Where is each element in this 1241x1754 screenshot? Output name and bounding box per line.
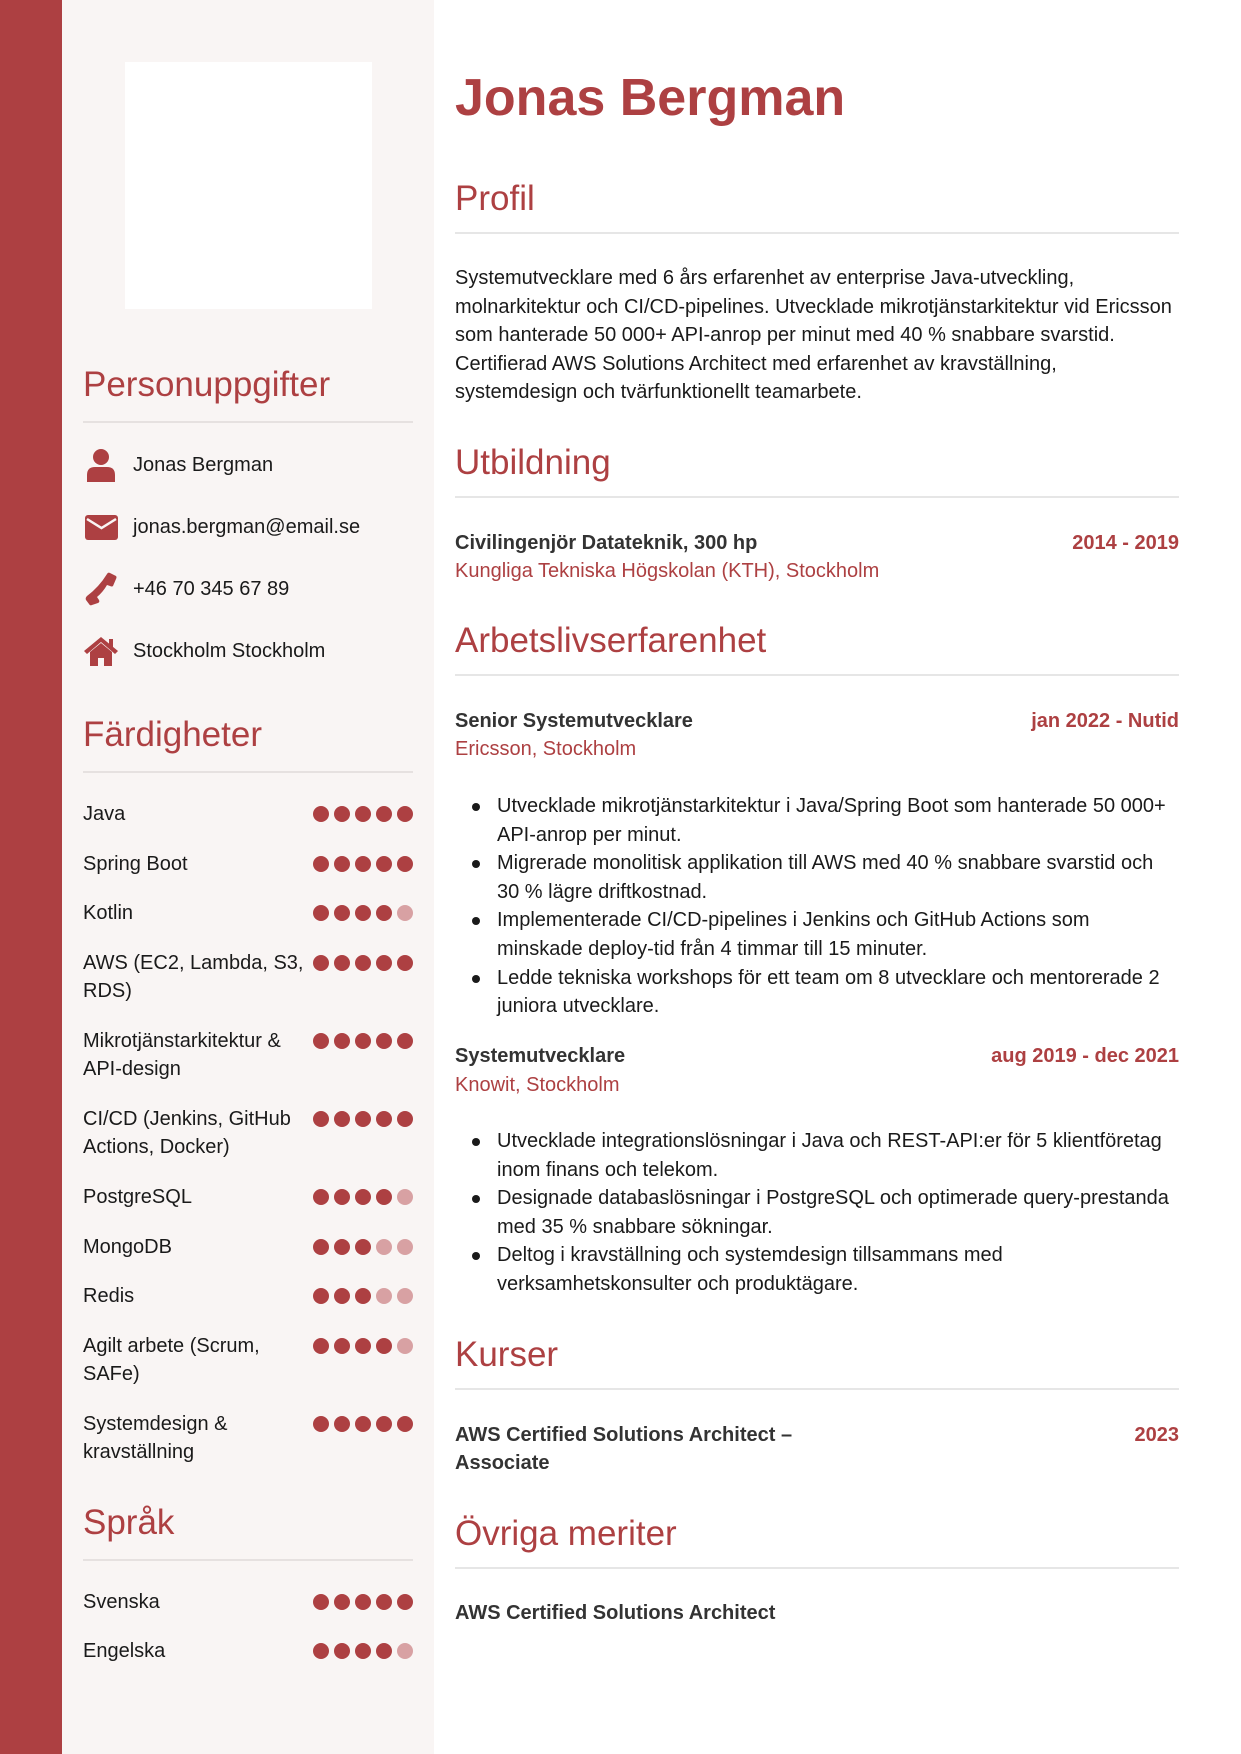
merit-title: AWS Certified Solutions Architect — [455, 1602, 776, 1624]
achievement-item: Utvecklade mikrotjänstarkitektur i Java/Spring Boot som hanterade 50 000+ API-anrop per minut. — [455, 792, 1179, 849]
rating-dot-filled — [313, 955, 329, 971]
achievement-item: Utvecklade integrationslösningar i Java och REST-API:er för 5 klientföretag inom finans och telekom. — [455, 1127, 1179, 1184]
job-achievements — [455, 792, 1179, 1021]
skill-rating — [313, 1183, 413, 1211]
rating-dot-empty — [397, 1643, 413, 1659]
email-link[interactable]: jonas.bergman@email.se — [133, 515, 361, 538]
divider — [83, 421, 413, 423]
skill-rating — [313, 1233, 413, 1261]
rating-dot-filled — [355, 1416, 371, 1432]
rating-dot-filled — [313, 1338, 329, 1354]
rating-dot-filled — [334, 1338, 350, 1354]
skill-rating — [313, 1027, 413, 1083]
divider — [455, 1388, 1179, 1390]
other-merits-heading: Övriga meriter — [455, 1514, 677, 1553]
skill-item: Java — [83, 800, 413, 828]
home-icon — [83, 633, 119, 669]
rating-dot-filled — [334, 1033, 350, 1049]
languages-section — [83, 1503, 413, 1561]
skill-rating — [313, 1282, 413, 1310]
rating-dot-filled — [397, 856, 413, 872]
rating-dot-filled — [376, 1189, 392, 1205]
rating-dot-filled — [313, 905, 329, 921]
achievement-item: Migrerade monolitisk applikation till AWS med 40 % snabbare svarstid och 30 % lägre driftkostnad. — [455, 849, 1179, 906]
rating-dot-filled — [355, 1338, 371, 1354]
rating-dot-filled — [355, 806, 371, 822]
achievement-item: Designade databaslösningar i PostgreSQL och optimerade query-prestanda med 35 % snabbare sökningar. — [455, 1184, 1179, 1241]
rating-dot-filled — [397, 1416, 413, 1432]
rating-dot-filled — [376, 1594, 392, 1610]
phone-link[interactable]: +46 70 345 67 89 — [133, 577, 290, 600]
contact-name: Jonas Bergman — [83, 445, 119, 485]
rating-dot-filled — [376, 1416, 392, 1432]
rating-dot-filled — [334, 905, 350, 921]
skill-item: PostgreSQL — [83, 1183, 413, 1211]
user-icon — [83, 447, 119, 483]
languages-list — [83, 1588, 413, 1688]
skill-rating — [313, 1332, 413, 1388]
rating-dot-filled — [334, 955, 350, 971]
rating-dot-filled — [397, 1111, 413, 1127]
rating-dot-filled — [355, 1189, 371, 1205]
language-rating — [313, 1588, 413, 1616]
rating-dot-filled — [313, 806, 329, 822]
company-name: Knowit, Stockholm — [455, 1074, 620, 1096]
rating-dot-filled — [376, 1338, 392, 1354]
rating-dot-filled — [334, 1239, 350, 1255]
skill-item: AWS (EC2, Lambda, S3, RDS) — [83, 949, 413, 1005]
rating-dot-filled — [334, 1416, 350, 1432]
rating-dot-filled — [334, 1189, 350, 1205]
skill-rating — [313, 800, 413, 828]
skill-rating — [313, 1410, 413, 1466]
job-achievements — [455, 1127, 1179, 1299]
rating-dot-filled — [313, 1288, 329, 1304]
achievement-item: Implementerade CI/CD-pipelines i Jenkins och GitHub Actions som minskade deploy-tid från 4 timmar till 15 minuter. — [455, 906, 1179, 963]
rating-dot-filled — [355, 1288, 371, 1304]
divider — [83, 1559, 413, 1561]
rating-dot-filled — [334, 1643, 350, 1659]
course-title: AWS Certified Solutions Architect – Associate — [455, 1424, 793, 1474]
rating-dot-filled — [397, 1594, 413, 1610]
rating-dot-filled — [376, 1111, 392, 1127]
rating-dot-filled — [313, 1594, 329, 1610]
rating-dot-filled — [313, 1033, 329, 1049]
rating-dot-filled — [376, 905, 392, 921]
skill-item: Kotlin — [83, 899, 413, 927]
profile-heading: Profil — [455, 179, 535, 218]
skill-item: Agilt arbete (Scrum, SAFe) — [83, 1332, 413, 1388]
contact-list — [83, 445, 413, 665]
personal-info-heading: Personuppgifter — [83, 365, 331, 404]
skill-item: Systemdesign & kravställning — [83, 1410, 413, 1466]
education-heading: Utbildning — [455, 443, 611, 482]
skill-item: MongoDB — [83, 1233, 413, 1261]
contact-address: Stockholm Stockholm — [83, 631, 119, 671]
rating-dot-filled — [376, 806, 392, 822]
experience-heading: Arbetslivserfarenhet — [455, 621, 767, 660]
achievement-item: Ledde tekniska workshops för ett team om 8 utvecklare och mentorerade 2 juniora utvecklare. — [455, 964, 1179, 1021]
divider — [455, 674, 1179, 676]
rating-dot-filled — [334, 1288, 350, 1304]
job-title: Senior Systemutvecklare — [455, 710, 693, 732]
rating-dot-filled — [313, 1239, 329, 1255]
languages-heading: Språk — [83, 1503, 175, 1542]
rating-dot-empty — [376, 1288, 392, 1304]
rating-dot-filled — [355, 856, 371, 872]
divider — [455, 496, 1179, 498]
rating-dot-filled — [376, 1033, 392, 1049]
language-item: Svenska — [83, 1588, 413, 1616]
rating-dot-filled — [397, 955, 413, 971]
rating-dot-filled — [334, 1111, 350, 1127]
language-item: Engelska — [83, 1637, 413, 1665]
rating-dot-empty — [397, 1288, 413, 1304]
skills-heading: Färdigheter — [83, 715, 262, 754]
rating-dot-filled — [313, 856, 329, 872]
education-date: 2014 - 2019 — [1072, 532, 1179, 554]
job-date: aug 2019 - dec 2021 — [991, 1045, 1179, 1067]
divider — [455, 232, 1179, 234]
divider — [83, 771, 413, 773]
language-rating — [313, 1637, 413, 1665]
skills-list — [83, 800, 413, 1480]
rating-dot-empty — [397, 1338, 413, 1354]
degree-title: Civilingenjör Datateknik, 300 hp — [455, 532, 758, 554]
rating-dot-filled — [355, 1594, 371, 1610]
rating-dot-filled — [334, 856, 350, 872]
rating-dot-filled — [355, 1643, 371, 1659]
candidate-name: Jonas Bergman — [455, 69, 846, 127]
school-name: Kungliga Tekniska Högskolan (KTH), Stockholm — [455, 560, 880, 582]
rating-dot-filled — [355, 1239, 371, 1255]
envelope-icon — [83, 509, 119, 545]
contact-phone — [83, 569, 290, 609]
skill-rating — [313, 1105, 413, 1161]
rating-dot-empty — [397, 905, 413, 921]
skill-item: Redis — [83, 1282, 413, 1310]
job-date: jan 2022 - Nutid — [1031, 710, 1179, 732]
skill-item: CI/CD (Jenkins, GitHub Actions, Docker) — [83, 1105, 413, 1161]
rating-dot-filled — [313, 1189, 329, 1205]
rating-dot-filled — [376, 856, 392, 872]
rating-dot-filled — [376, 955, 392, 971]
rating-dot-filled — [334, 806, 350, 822]
job-title: Systemutvecklare — [455, 1045, 626, 1067]
rating-dot-filled — [397, 1033, 413, 1049]
rating-dot-filled — [355, 905, 371, 921]
achievement-item: Deltog i kravställning och systemdesign tillsammans med verksamhetskonsulter och produktägare. — [455, 1241, 1179, 1298]
rating-dot-empty — [397, 1189, 413, 1205]
skill-item: Mikrotjänstarkitektur & API-design — [83, 1027, 413, 1083]
skills-section — [83, 715, 413, 773]
rating-dot-empty — [397, 1239, 413, 1255]
rating-dot-filled — [355, 1033, 371, 1049]
rating-dot-filled — [313, 1111, 329, 1127]
rating-dot-filled — [355, 955, 371, 971]
rating-dot-filled — [355, 1111, 371, 1127]
rating-dot-empty — [376, 1239, 392, 1255]
rating-dot-filled — [313, 1643, 329, 1659]
phone-icon — [83, 571, 119, 607]
sidebar — [62, 0, 434, 1754]
profile-summary: Systemutvecklare med 6 års erfarenhet av enterprise Java-utveckling, molnarkitektur och CI/CD-pipelines. Utvecklade mikrotjänstarkitektur vid Ericsson som hanterade 50 000+ API-anrop per minut med 40 % snabbare svarstid. Certifierad AWS Solutions Architect med erfarenhet av kravställning, systemdesign och tvärfunktionellt teamarbete. — [455, 267, 1172, 404]
profile-photo-placeholder — [125, 62, 372, 309]
rating-dot-filled — [397, 806, 413, 822]
skill-rating — [313, 850, 413, 878]
rating-dot-filled — [376, 1643, 392, 1659]
skill-rating — [313, 949, 413, 1005]
skill-item: Spring Boot — [83, 850, 413, 878]
company-name: Ericsson, Stockholm — [455, 738, 637, 760]
course-date: 2023 — [1134, 1424, 1179, 1446]
personal-info-section — [83, 365, 413, 423]
skill-rating — [313, 899, 413, 927]
accent-stripe — [0, 0, 62, 1754]
contact-email — [83, 507, 361, 547]
courses-heading: Kurser — [455, 1335, 559, 1374]
rating-dot-filled — [334, 1594, 350, 1610]
divider — [455, 1567, 1179, 1569]
rating-dot-filled — [313, 1416, 329, 1432]
